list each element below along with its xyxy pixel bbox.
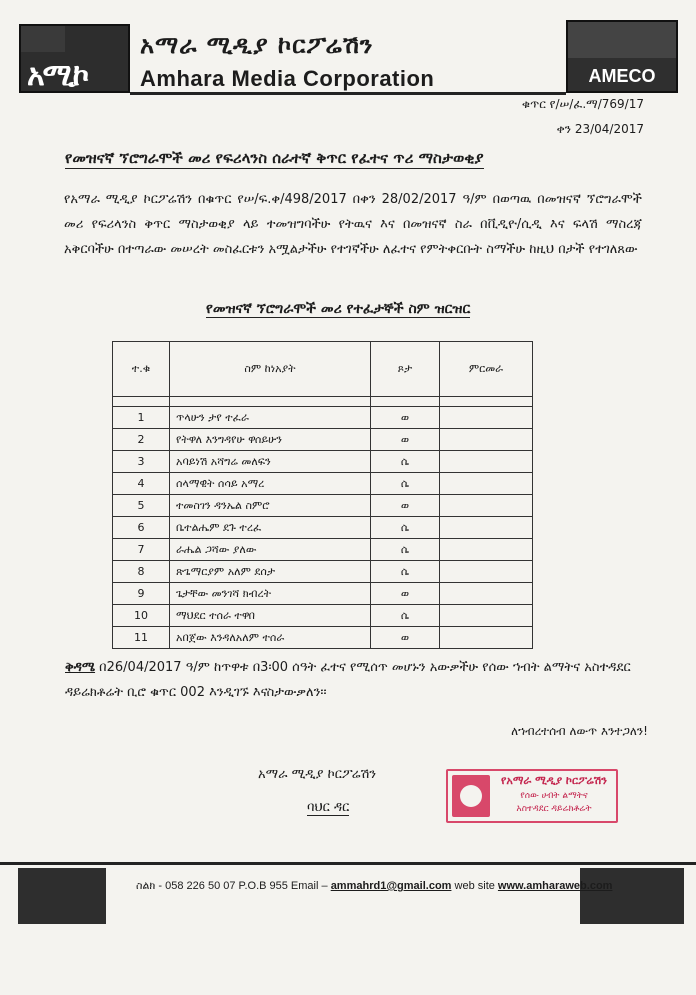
exam-notice [65, 655, 650, 705]
announcement-title: የመዝናኛ ኘሮግራሞች መሪ የፍሪላንስ ሰራተኛ ቅጥር የፈተና ጥሪ ማስታወቂያ [65, 149, 484, 167]
row-sex: ሴ [371, 605, 440, 627]
announcement-body: የአማራ ሚዲያ ኮርፖሬሽን በቁጥር የሠ/ፍ.ቀ/498/2017 በቀን 28/02/2017 ዓ/ም በወጣዉ በመዝናኛ ኘሮግራሞች መሪ የፍሪላንስ ቅጥር ማስታወቂያ ላይ ተመዝግባችሁ የትዉና እና በመዝናኛ ስራ በቪዲዮ/ሲዲ እና ፍላሽ ማስረጃ አቅርባችሁ በተጣራው መሠረት መስፈርቱን አሟልታችሁ የተገኛችሁ ለፈተና የምትቀርቡት ስማችሁ ከዚህ በታች የተገለጸው [64, 192, 642, 257]
row-number: 1 [113, 407, 170, 429]
row-name: ተመስገን ዳንኤል ስምሮ [170, 495, 371, 517]
letter-date: ቀን 23/04/2017 [556, 122, 644, 136]
ameco-logo-emblem [568, 22, 676, 58]
footer-phone-po: ስልክ - 058 226 50 07 P.O.B 955 Email – [136, 880, 331, 892]
table-row [113, 517, 533, 539]
logo-mark-text: አሚኮ [27, 58, 88, 93]
row-remark [440, 627, 533, 649]
row-number: 6 [113, 517, 170, 539]
stamp-line-2: የሰው ሀብት ልማትና [520, 791, 588, 801]
exam-day-label: ቅዳሜ [65, 660, 96, 675]
row-sex: ሴ [371, 561, 440, 583]
ameco-logo [566, 20, 678, 93]
logo-bar [21, 26, 65, 52]
ameco-logo-text: AMECO [588, 66, 656, 86]
stamp-emblem-icon [452, 775, 490, 817]
candidate-table [112, 341, 533, 649]
row-remark [440, 583, 533, 605]
row-name: አበጀው እንዳለአለም ተሰራ [170, 627, 371, 649]
table-row [113, 583, 533, 605]
row-name: ራሔል ጋሻው ያለው [170, 539, 371, 561]
row-name: ሰላማዊት ሰሳይ አማረ [170, 473, 371, 495]
row-name: ጌታቸው መንገሻ ክብረት [170, 583, 371, 605]
row-sex: ሴ [371, 451, 440, 473]
stamp-line-1: የአማራ ሚዲያ ኮርፖሬሽን [501, 774, 607, 787]
exam-notice-text: በ26/04/2017 ዓ/ም ከጥዋቱ በ3፡00 ሰዓት ፈተና የሚሰጥ መሆኑን አውቃችሁ የሰው ኀብት ልማትና አስተዳደር ዳይሬክቶሬት ቢሮ ቁጥር 002 እንዲገኙ እናስታውቃለን፡፡ [65, 660, 631, 700]
row-remark [440, 539, 533, 561]
table-row [113, 451, 533, 473]
org-name-english: Amhara Media Corporation [140, 66, 435, 91]
footer-email-link[interactable]: ammahrd1@gmail.com [330, 880, 452, 892]
row-number: 8 [113, 561, 170, 583]
row-sex: ወ [371, 583, 440, 605]
row-name: ጥላሁን ታየ ተፈራ [170, 407, 371, 429]
row-name: አባይነሽ አሻግሬ መለፍን [170, 451, 371, 473]
row-sex: ሴ [371, 473, 440, 495]
table-row [113, 605, 533, 627]
footer-block-right [580, 868, 684, 924]
table-row [113, 429, 533, 451]
row-remark [440, 605, 533, 627]
row-sex: ወ [371, 627, 440, 649]
col-header-name: ስም ከነአያት [170, 342, 371, 397]
row-name: የትዋለ እንግዳየሁ ዋሰይሁን [170, 429, 371, 451]
row-name: ጽጌማርያም አለም ደሰታ [170, 561, 371, 583]
table-row [113, 539, 533, 561]
row-number: 3 [113, 451, 170, 473]
row-number: 2 [113, 429, 170, 451]
row-remark [440, 429, 533, 451]
signature-organization: አማራ ሚዲያ ኮርፖሬሽን [258, 767, 377, 782]
row-remark [440, 517, 533, 539]
col-header-number: ተ.ቁ [113, 342, 170, 397]
stamp-line-3: አስተዳደር ዳይሬክቶሬት [516, 804, 592, 814]
row-number: 7 [113, 539, 170, 561]
table-row [113, 627, 533, 649]
row-remark [440, 561, 533, 583]
row-number: 9 [113, 583, 170, 605]
row-name: ቤተልሔም ደጉ ተረፈ [170, 517, 371, 539]
col-header-sex: ጾታ [371, 342, 440, 397]
table-row [113, 495, 533, 517]
row-remark [440, 451, 533, 473]
row-number: 4 [113, 473, 170, 495]
footer-website-label: web site [451, 880, 498, 892]
footer-block-left [18, 868, 106, 924]
row-number: 5 [113, 495, 170, 517]
row-sex: ወ [371, 495, 440, 517]
footer-website-link[interactable]: www.amharaweb.com [497, 880, 613, 892]
col-header-remark: ምርመራ [440, 342, 533, 397]
table-header-row [113, 342, 533, 397]
row-remark [440, 473, 533, 495]
row-sex: ሴ [371, 517, 440, 539]
row-sex: ሴ [371, 539, 440, 561]
row-remark [440, 407, 533, 429]
official-stamp [446, 769, 618, 823]
footer-contact [136, 880, 612, 893]
table-spacer-row [113, 397, 533, 407]
candidate-list-title: የመዝናኛ ኘሮግራሞች መሪ የተፈታኞች ስም ዝርዝር [206, 301, 471, 317]
row-number: 10 [113, 605, 170, 627]
row-remark [440, 495, 533, 517]
header-divider [130, 92, 566, 95]
table-row [113, 473, 533, 495]
org-name-amharic: አማራ ሚዲያ ኮርፖሬሽን [140, 30, 374, 59]
row-sex: ወ [371, 407, 440, 429]
row-number: 11 [113, 627, 170, 649]
corporation-logo-left [19, 24, 130, 93]
closing-motto: ለኀብረተሰብ ለውጥ እንተጋለን! [511, 724, 648, 738]
row-sex: ወ [371, 429, 440, 451]
reference-number: ቁጥር የ/ሠ/ፈ.ማ/769/17 [521, 97, 644, 111]
footer-divider [0, 862, 696, 865]
table-row [113, 561, 533, 583]
table-row [113, 407, 533, 429]
row-name: ማህደር ተሰራ ተዋበ [170, 605, 371, 627]
signature-city: ባህር ዳር [307, 800, 350, 815]
